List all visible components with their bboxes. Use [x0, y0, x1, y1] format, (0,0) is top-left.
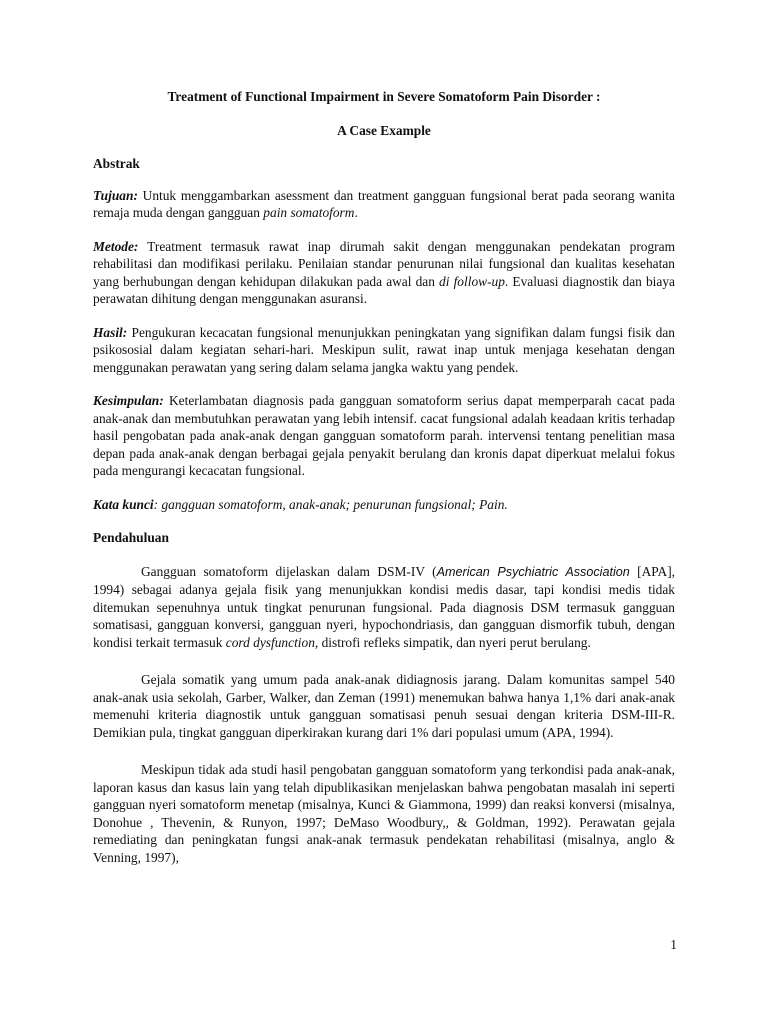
- metode-text-end: . Evaluasi diagnostik dan biaya perawatan dihitung dengan menggunakan asuransi.: [93, 273, 675, 306]
- metode-italic: di follow-up: [439, 273, 505, 289]
- intro-paragraph-3: Meskipun tidak ada studi hasil pengobatan gangguan somatoform yang terkondisi pada anak-anak, laporan kasus dan kasus lain yang telah dipublikasikan menjelaskan bahwa pengobatan masalah ini seperti gangguan nyeri somatoform menetap (misalnya, Kunci & Giammona, 1999) dan reaksi konversi (misalnya, Donohue , Thevenin, & Runyon, 1997; DeMaso Woodbury,, & Goldman, 1992). Perawatan gejala remediating dan peningkatan fungsi anak-anak termasuk pendekatan rehabilitasi (misalnya, anglo & Venning, 1997),: [93, 762, 675, 865]
- metode-text: Treatment termasuk rawat inap dirumah sakit dengan menggunakan pendekatan program rehabilitasi dan modifikasi perilaku. Penilaian standar penurunan nilai fungsional dan kualitas kesehatan yang berhubungan dengan kehidupan dilakukan pada awal dan: [93, 238, 675, 289]
- hasil-text: Pengukuran kecacatan fungsional menunjukkan peningkatan yang signifikan dalam fungsi fisik dan psikososial dalam kegiatan sehari-hari. Meskipun sulit, rawat inap untuk menjaga kesehatan dengan menggunakan perawatan yang sering dalam selama jangka waktu yang pendek.: [93, 324, 675, 375]
- kesimpulan-text: Keterlambatan diagnosis pada gangguan somatoform serius dapat memperparah cacat pada anak-anak dan membutuhkan perawatan yang lebih intensif. cacat fungsional adalah keadaan kritis terhadap hasil pengobatan pada anak-anak dengan gangguan somatoform parah. intervensi tentang penelitian masa depan pada anak-anak dengan berbagai gejala penyakit berulang dan kronis dapat diperkuat melalui fokus pada mengurangi kecacatan fungsional.: [93, 393, 675, 478]
- tujuan-text-end: .: [354, 205, 358, 220]
- document-title: Treatment of Functional Impairment in Severe Somatoform Pain Disorder :: [167, 89, 601, 104]
- kata-kunci-text: : gangguan somatoform, anak-anak; penurunan fungsional; Pain.: [153, 496, 508, 512]
- page-number: 1: [670, 937, 677, 952]
- document-page: [93, 88, 675, 866]
- intro-p1-d: cord dysfunction: [225, 634, 315, 650]
- abstract-heading: Abstrak: [93, 156, 140, 171]
- intro-p1-c: [APA], 1994) sebagai adanya gejala fisik yang menunjukkan kondisi medis dasar, tapi kondisi medis tidak ditemukan sepenuhnya untuk tingkat penurunan fungsional. Pada diagnosis DSM termasuk gangguan somatisasi, gangguan konversi, gangguan nyeri, hypochondriasis, dan gangguan dismorfik tubuh, dengan kondisi terkait termasuk: [93, 563, 675, 650]
- intro-p1-e: , distrofi refleks simpatik, dan nyeri perut berulang.: [314, 634, 591, 650]
- tujuan-label: Tujuan:: [93, 187, 138, 203]
- metode-label: Metode:: [93, 238, 139, 254]
- tujuan-text: Untuk menggambarkan asessment dan treatment gangguan fungsional berat pada seorang wanita remaja muda dengan gangguan: [93, 187, 675, 220]
- tujuan-italic: pain somatoform: [263, 205, 355, 220]
- kata-kunci-label: Kata kunci: [93, 496, 154, 512]
- intro-p1-a: Gangguan somatoform dijelaskan dalam DSM-IV (: [141, 563, 437, 579]
- document-subtitle: A Case Example: [337, 122, 431, 138]
- intro-p1-b: American Psychiatric Association: [436, 564, 630, 579]
- abstract-metode: [93, 238, 675, 308]
- kesimpulan-label: Kesimpulan:: [93, 393, 164, 408]
- hasil-label: Hasil:: [93, 324, 128, 340]
- intro-paragraph-2: Gejala somatik yang umum pada anak-anak didiagnosis jarang. Dalam komunitas sampel 540 anak-anak usia sekolah, Garber, Walker, dan Zeman (1991) menemukan bahwa hanya 1,1% dari anak-anak memenuhi kriteria diagnostik untuk gangguan somatisasi penuh sesuai dengan kriteria DSM-III-R. Demikian pula, tingkat gangguan diperkirakan kurang dari 1% dari populasi umum (APA, 1994).: [93, 672, 675, 740]
- abstract-tujuan: [93, 187, 675, 222]
- intro-heading: Pendahuluan: [93, 530, 169, 545]
- abstract-hasil: [93, 324, 675, 377]
- abstract-kata-kunci: [93, 496, 675, 514]
- abstract-kesimpulan: [93, 392, 675, 480]
- intro-paragraph-1: [93, 563, 675, 652]
